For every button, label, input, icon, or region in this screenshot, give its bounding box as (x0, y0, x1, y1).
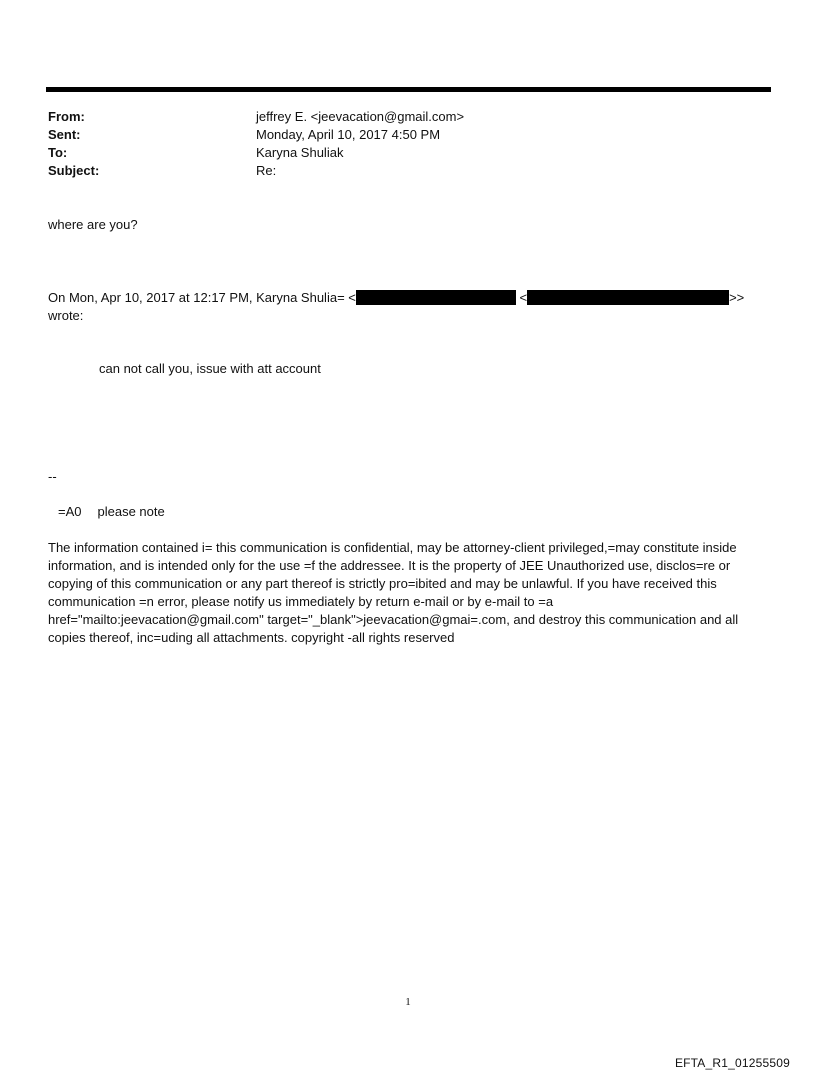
from-value: jeffrey E. <jeevacation@gmail.com> (256, 109, 465, 124)
signature-separator: -- (48, 469, 57, 484)
page-number: 1 (405, 996, 411, 1008)
note-prefix: =A0 (58, 504, 82, 519)
sent-value: Monday, April 10, 2017 4:50 PM (256, 127, 441, 142)
quote-header (48, 289, 768, 325)
note-line (58, 503, 165, 521)
quoted-message: can not call you, issue with att account (99, 361, 321, 376)
note-text: please note (97, 504, 165, 519)
reply-text: where are you? (48, 217, 138, 232)
sent-label: Sent: (48, 127, 81, 142)
subject-label: Subject: (48, 163, 100, 178)
from-label: From: (48, 109, 85, 124)
confidentiality-disclaimer: The information contained i= this communication is confidential, may be attorney-client privileged,=may constitute inside information, and is intended only for the use =f the addressee. It is the property of JEE Unauthorized use, disclos=re or copying of this communication or any part thereof is strictly pro=ibited and may be unlawful. If you have received this communication =n error, please notify us immediately by return e-mail or by e-mail to =a href="mailto:jeevacation@gmail.com" target="_blank">jeevacation@gmai=.com, and destroy this communication and all copies thereof, inc=uding all attachments. copyright -all rights reserved (48, 540, 739, 645)
to-row (48, 144, 748, 162)
from-row (48, 108, 748, 126)
bates-number: EFTA_R1_01255509 (674, 1056, 790, 1070)
quote-intro: On Mon, Apr 10, 2017 at 12:17 PM, Karyna Shulia= < (48, 290, 356, 305)
to-value: Karyna Shuliak (256, 145, 344, 160)
subject-row (48, 162, 748, 180)
email-header (48, 108, 748, 180)
redaction-box (527, 290, 729, 305)
top-divider (46, 87, 771, 92)
sent-row (48, 126, 748, 144)
redaction-box (356, 290, 516, 305)
to-label: To: (48, 145, 68, 160)
quote-wrote: wrote: (48, 308, 84, 323)
subject-value: Re: (256, 163, 277, 178)
quote-mid: < (519, 290, 528, 305)
quote-end: >> (729, 290, 745, 305)
